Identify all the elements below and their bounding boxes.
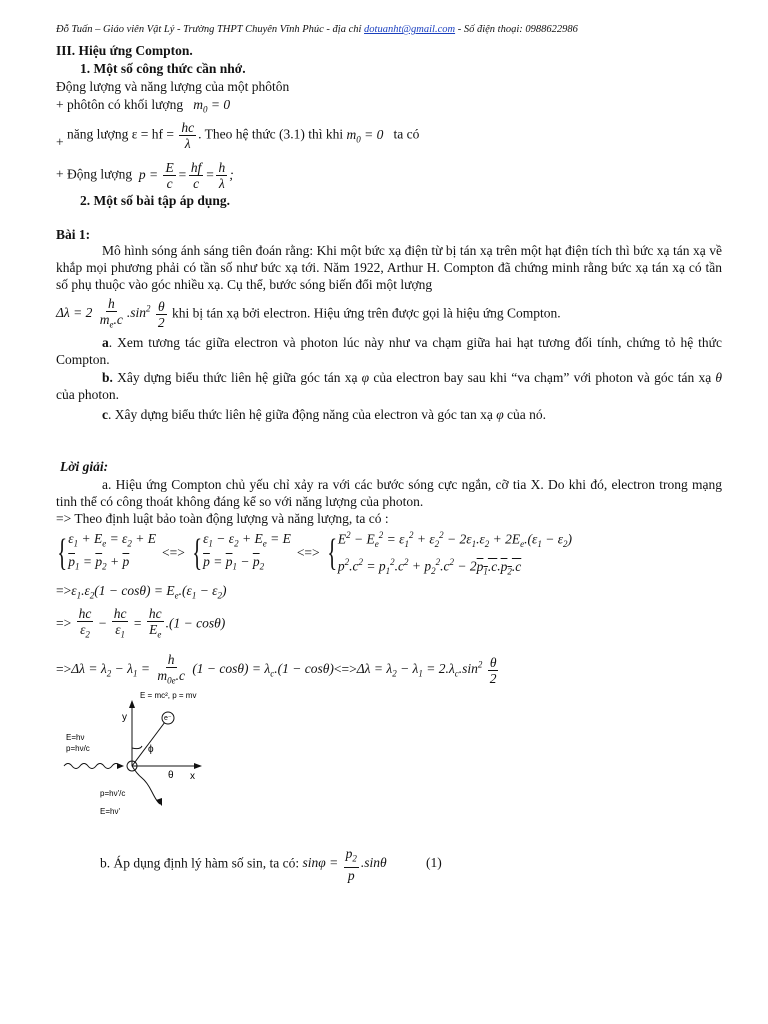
- formula-m0-zero: $m_0 = 0$: [346, 126, 384, 145]
- text-line-1: Động lượng và năng lượng của một phôtôn: [56, 79, 290, 94]
- out-energy-label: E=hν': [100, 807, 120, 816]
- question-c-label: c: [102, 407, 108, 422]
- question-a-label: a: [102, 335, 109, 350]
- energy-end: ta có: [393, 126, 420, 142]
- solution-a-paragraph: a. Hiệu ứng Compton chủ yếu chỉ xảy ra với các bước sóng cực ngắn, cỡ tia X. Do khi đó, electron trong mạng tinh thể có công thoát không đáng kể so với năng lượng của photon.: [56, 477, 722, 510]
- energy-mid: . Theo hệ thức (3.1) thì khi: [198, 126, 344, 142]
- arrow-1: =>: [56, 583, 72, 598]
- solution-label: Lời giải:: [60, 459, 109, 474]
- mass-text: + phôtôn có khối lượng: [56, 97, 184, 112]
- phi-label: ϕ: [148, 744, 154, 755]
- formula-momentum: p = $\frac{E}{c}$ = $\frac{hf}{c}$ = $\frac{h}{\lambda}$ ;: [135, 160, 234, 191]
- derivation-3: $=>\Delta\lambda = \lambda_2 - \lambda_1$ = $\frac{h}{m_{0e}.c}$ $(1 - \cos\theta) = \lambda_c.(1 - \cos\theta)<=>\Delta\lambda = \lambda_2 - \lambda_1 = 2.\lambda_c.\sin^2$ $\frac{\theta}{2}$: [56, 652, 497, 686]
- solution-b-text: b. Áp dụng định lý hàm số sin, ta có:: [100, 855, 300, 871]
- question-b-text-1: Xây dựng biểu thức liên hệ giữa góc tán xạ: [117, 370, 358, 385]
- text-line-3: + năng lượng ε = hf = $\frac{hc}{\lambda}$ . Theo hệ thức (3.1) thì khi $m_0 = 0$ ta có: [56, 120, 420, 151]
- question-b-text-2: của electron bay sau khi “va chạm” với photon và: [373, 370, 650, 385]
- formula-hc-lambda: $\frac{hc}{\lambda}$: [181, 120, 195, 151]
- theta-label: θ: [168, 770, 174, 781]
- y-axis-label: y: [122, 712, 127, 723]
- arrow-2: =>: [56, 615, 72, 631]
- formula-sine-law: sinφ = $\frac{p_2}{p}$ .sinθ: [302, 846, 387, 883]
- compton-scattering-diagram: [60, 688, 230, 820]
- momentum-text: + Động lượng: [56, 166, 133, 182]
- incoming-energy-label: E=hν: [66, 733, 85, 742]
- question-c-text-2: của nó.: [507, 407, 547, 422]
- equation-number: (1): [425, 855, 442, 871]
- text-line-4: [56, 160, 234, 191]
- equiv-3: <=>: [333, 661, 357, 677]
- conservation-system: { $\varepsilon_1 + E_e = \varepsilon_2 + E$ $\overline{p}_1 = \overline{p}_2 + \overline{p}$ <=> { $\varepsilon_1 - \varepsilon_2 + E_e = E$ $\overline{p} = \overline{p}_1 - \overline{p}_2$ <=> { $E^2 - E_e^2 = \varepsilon_1^2 + \varepsilon_2^2 - 2\varepsilon_1.\varepsilon_2 + 2E_e.(\varepsilon_1 - \varepsilon_2)$ $p^2.c^2 = p_1^2.c^2 + p_2^2.c^2 - 2p_1.c.p_2.c$: [56, 530, 572, 576]
- solution-a-line2: => Theo định luật bảo toàn động lượng và năng lượng, ta có :: [56, 511, 389, 526]
- x-axis-label: x: [190, 771, 195, 782]
- system-1: $\varepsilon_1 + E_e = \varepsilon_2 + E$ $\overline{p}_1 = \overline{p}_2 + \overline{p}$: [68, 531, 156, 572]
- question-b-text-3: góc tán xạ: [654, 370, 712, 385]
- section-title: III. Hiệu ứng Compton.: [56, 43, 193, 58]
- system-3: $E^2 - E_e^2 = \varepsilon_1^2 + \varepsilon_2^2 - 2\varepsilon_1.\varepsilon_2 + 2E_e.(\varepsilon_1 - \varepsilon_2)$ $p^2.c^2 = p_1^2.c^2 + p_2^2.c^2 - 2p_1.c.p_2.c$: [337, 529, 573, 577]
- electron-label: e⁻: [164, 715, 172, 722]
- question-b: b. Xây dựng biểu thức liên hệ giữa góc tán xạ φ của electron bay sau khi “va chạm” với photon và góc tán xạ θ của photon.: [56, 370, 723, 403]
- incoming-momentum-label: p=hν/c: [66, 744, 90, 753]
- problem-paragraph: Mô hình sóng ánh sáng tiên đoán rằng: Khi một bức xạ điện từ bị tán xạ trên một hạt điện tích thì bức xạ tán xạ về khắp mọi phương phải có tần số như bức xạ tới. Năm 1922, Arthur H. Compton đã chứng minh rằng bức xạ tán xạ có tần số phụ thuộc vào góc nhiều xạ. Cụ thể, bước sóng biến đổi một lượng: [56, 243, 722, 293]
- question-a: [56, 334, 722, 368]
- figure-top-label: E = mc², p = mv: [140, 691, 197, 700]
- question-b-text-4: của photon.: [56, 387, 119, 403]
- solution-b-line: [100, 846, 442, 883]
- email-link[interactable]: dotuanht@gmail.com: [364, 24, 456, 35]
- system-2: $\varepsilon_1 - \varepsilon_2 + E_e = E$ $\overline{p} = \overline{p}_1 - \overline{p}_2$: [203, 531, 291, 572]
- compton-formula-line: [56, 296, 561, 333]
- formula-m0: $m_0 = 0$: [186, 97, 231, 115]
- compton-text: khi bị tán xạ bởi electron. Hiệu ứng trên được gọi là hiệu ứng Compton.: [172, 305, 561, 321]
- subsection-1: 1. Một số công thức cần nhớ.: [80, 61, 246, 76]
- out-momentum-label: p=hν'/c: [100, 789, 126, 798]
- text-line-2: [56, 96, 230, 119]
- derivation-2: => $\frac{hc}{\varepsilon_2}$ − $\frac{hc}{\varepsilon_1}$ = $\frac{hc}{E_e}$ .(1 − cosθ): [56, 606, 226, 640]
- question-b-label: b.: [102, 370, 113, 385]
- equiv-2: <=>: [296, 545, 320, 560]
- formula-compton: Δλ = 2 $\frac{h}{m_e.c}$ $.\sin^2$ $\frac{\theta}{2}$: [56, 296, 165, 330]
- energy-text: năng lượng ε = hf =: [67, 126, 174, 142]
- header-suffix: - Số điện thoại: 0988622986: [455, 24, 578, 35]
- question-a-text: . Xem tương tác giữa electron và photon lúc này như va chạm giữa hai hạt tương đối tính, chứng tỏ hệ thức Compton.: [56, 335, 722, 368]
- equiv-1: <=>: [161, 545, 185, 560]
- derivation-1: $=>\varepsilon_1.\varepsilon_2(1 - \cos\theta) = E_e.(\varepsilon_1 - \varepsilon_2)$: [56, 583, 227, 601]
- question-c-text-1: . Xây dựng biểu thức liên hệ giữa động năng của electron và góc tan xạ: [108, 407, 493, 422]
- question-c: c. Xây dựng biểu thức liên hệ giữa động năng của electron và góc tan xạ φ của nó.: [102, 407, 547, 422]
- arrow-3: =>: [56, 661, 72, 677]
- problem-label: Bài 1:: [56, 227, 91, 242]
- page-header: [56, 24, 578, 35]
- subsection-2: 2. Một số bài tập áp dụng.: [80, 193, 231, 208]
- header-prefix: Đỗ Tuấn – Giáo viên Vật Lý - Trường THPT Chuyên Vĩnh Phúc - địa chỉ: [56, 24, 362, 35]
